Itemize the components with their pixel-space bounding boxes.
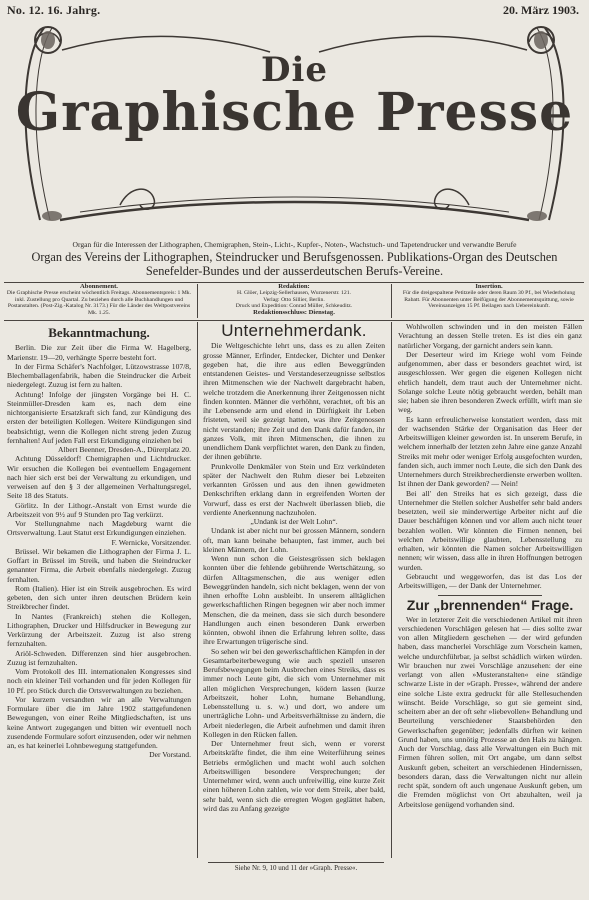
divider bbox=[391, 284, 392, 318]
paragraph: Wohlwollen schwinden und in den meisten Fällen Verachtung an dessen Stelle treten. Es ist dies ein ganz natürlicher Vorgang, der garnicht anders sein kann. bbox=[398, 322, 582, 350]
paragraph: Undank ist aber nicht nur bei grossen Männern, sondern oft, man kann beinahe behaupten, fast immer, auch bei kleinen Männern, der Lohn. bbox=[203, 526, 385, 554]
article-title: Unternehmerdank. bbox=[221, 321, 367, 340]
quote: „Undank ist der Welt Lohn“. bbox=[250, 517, 338, 526]
redaktion-line: Druck und Expedition: Conrad Müller, Schkeuditz. bbox=[235, 303, 353, 310]
abonnement-title: Abonnement. bbox=[80, 283, 118, 290]
redaktion-line: H. Glöer, Leipzig-Sellerhausen, Wurzenerstr. 121. bbox=[237, 290, 351, 297]
section-rule bbox=[438, 595, 542, 596]
signature: F. Wernicke, Vorsitzender. bbox=[111, 537, 191, 547]
purpose-line: Organ für die Interessen der Lithographen, Chemigraphen, Stein-, Licht-, Kupfer-, Noten-, Wachstuch- und Tapetendrucker und verwandte Berufe bbox=[72, 240, 517, 249]
paragraph: Gebraucht und weggeworfen, das ist das Los der Arbeitswilligen, — der Dank der Unternehmer. bbox=[398, 571, 582, 590]
paragraph: Vor Stellungnahme nach Magdeburg warnt die Ortsverwaltung. Laut Statut erst Erkundigungen einziehen. bbox=[7, 519, 191, 538]
masthead-title-die: Die bbox=[260, 50, 329, 90]
paragraph: Rom (Italien). Hier ist ein Streik ausgebrochen. Es wird gebeten, den sich unter ihren deutschen Brüdern kein Streikbrecher findet. bbox=[7, 583, 191, 612]
signature: Der Vorstand. bbox=[149, 750, 191, 760]
paragraph: Berlin. Die zur Zeit über die Firma W. Hagelberg, Marienstr. 19—20, verhängte Sperre besteht fort. bbox=[7, 343, 191, 362]
paragraph: In der Firma Schäfer's Nachfolger, Lützowstrasse 107/8, Blechemballagenfabrik, haben die Steindrucker die Arbeit niedergelegt. Zuzug ist fern zu halten. bbox=[7, 361, 191, 390]
divider bbox=[197, 284, 198, 318]
abonnement-text: Die Graphische Presse erscheint wöchentlich Freitags. Abonnementspreis: 1 Mk. inkl. Zustellung pro Quartal. Zu beziehen durch alle Buchhandlungen und Postanstalten. (Post-Zig.-Katalog Nr. 3173.) Für die Länder des Weltpostvereins Mk. 1.25. bbox=[6, 290, 192, 316]
redaktion-title: Redaktion: bbox=[278, 283, 310, 290]
paragraph: Die Weltgeschichte lehrt uns, dass es zu allen Zeiten grosse Männer, Erfinder, Entdecker, Dichter und Denker gegeben hat, die ihre aus edlen Beweggründen entstandenen Geistes- und Verstandeserzeugnisse selbstlos ihren Mitmenschen wie der Nachwelt dargebracht haben, welche trotzdem die Anerkennung ihrer Zeitgenossen nicht finden konnten. Männer die verhöhnt, verachtet, oft bis an ihr Lebensende arm und elend in Dürftigkeit ihr Leben fristeten, weil sie gezeigt hatten, was ihre Zeitgenossen nicht verstanden; ihre Zeit und den Dank dafür fanden, ihr ganzes Volk, mit ihren Mitmenschen, die ihnen zu unendlichem Dank verpflichtet waren, den Dank zu finden, der ihnen gebührte. bbox=[203, 341, 385, 462]
issue-date: 20. März 1903. bbox=[503, 3, 579, 17]
column-2 bbox=[203, 321, 385, 813]
paragraph: Achtung! Infolge der jüngsten Vorgänge bei H. C. Steinmüller-Dresden kam es, nach dem eine nichtorganisierte Ersatzkraft sich fand, zur Kündigung des ersten der beteiligten Kollegen. Weitere Kündigungen sind beabsichtigt, wenn die Kollegen nicht streng jeden Zuzug fernhalten! Auf jeden Fall erst Erkundigung einziehen bei bbox=[7, 389, 191, 445]
redaktion-schluss: Redaktionsschluss: Dienstag. bbox=[253, 308, 335, 316]
abonnement-box bbox=[6, 284, 192, 318]
paragraph: Görlitz. In der Lithogr.-Anstalt von Ernst wurde die Arbeitszeit von 9½ auf 9 Stunden pro Tag verkürzt. bbox=[7, 500, 191, 519]
paragraph: In Nantes (Frankreich) stehen die Kollegen, Lithographen, Drucker und Hilfsdrucker in Bewegung zur Verkürzung der Arbeitszeit. Zuzug ist also streng fernzuhalten. bbox=[7, 611, 191, 649]
paragraph: Vom Protokoll des III. internationalen Kongresses sind noch ein kleiner Teil vorhanden und für jeden Kollegen für 10 Pf. pro Stück durch die Ortsverwaltungen zu beziehen. bbox=[7, 667, 191, 695]
paragraph: Brüssel. Wir bekamen die Lithographen der Firma J. L. Goffart in Brüssel im Streik, und haben die Steindrucker genannter Firma, die Arbeit ebenfalls niedergelegt. Zuzug fernhalten. bbox=[7, 546, 191, 584]
paragraph: Wer in letzterer Zeit die verschiedenen Artikel mit ihren verschiedenen Vorschlägen gelesen hat — dies sollte zwar von allen Mitgliedern geschehen — der wird gefunden haben, dass mancherlei Vorschläge zum Vorschein kamen, welche undurchführbar, ja selbst schädlich wirken würden. Wir brauchen nur zwei Vorschläge anzusehen: der eine verlangt von allen »Musteranstalten« eine ständige schwarze Liste in der »Graph. Presse«, während der andere eine solche Liste extra gedruckt für alle Stellesuchenden wünscht. Beide Vorschläge, so gut sie gemeint sind, scheitern aber an der oft sehr »liebevollen« Behandlung und Beurteilung verschiedener Staatsbehörden den Gewerkschaften gegenüber; jedenfalls dürften wir keinen Grund haben, uns unnötig Prozesse an den Hals zu hängen. Auch der Vorschlag, dass alle Verwaltungen ein Buch mit Firmen führen sollen, mit Ort angabe, um dann selbst Auskunft geben, scheitert an verschiedenen Hindernissen, besonders daran, dass die Verwaltungen nicht nur allein recht spät, sondern oft auch ungenaue Auskunft geben, um die Fremden möglichst von Ort abzuhalten, weil ja Arbeitslose genügend vorhanden sind. bbox=[398, 614, 582, 809]
paragraph: Der Unternehmer freut sich, wenn er vorerst Arbeitskräfte findet, die ihm eine Weiterführung seines Betriebs ermöglichen und macht wohl auch solchen Arbeitswilligen besondere Versprechungen; der Unternehmer wird, wenn auch unfreiwillig, eine kurze Zeit einen höheren Lohn zahlen, wie vor dem Streik, aber bald, sehr bald, wenn sich die erregten Wogen geglättet haben, wird das zu Anfang gezeigte bbox=[203, 739, 385, 813]
paragraph: Wenn nun schon die Geistesgrössen sich beklagen konnten über die fehlende gebührende Wertschätzung, so dürfen Alltagsmenschen, die aus weniger edlen Beweggründen handeln, sich nicht beklagen, wenn der von ihnen erhoffte Lohn ausbleibt. In unserem alltäglichen gewerkschaftlichen Ringen begegnen wir aber noch immer Menschen, die da meinen, dass sie sich durch besondere Handlungen auch einen besonderen Dank erwerben könnten, obwohl ihnen die Erfahrung lehren sollte, dass ihre Erwartungen trügerische sind. bbox=[203, 554, 385, 647]
footnote: Siehe Nr. 9, 10 und 11 der »Graph. Presse«. bbox=[208, 862, 384, 872]
paragraph: So sehen wir bei den gewerkschaftlichen Kämpfen in der Gesamtarbeiterbewegung wie auch speziell unseren Berufsbewegungen beim Ausbrechen eines Streiks, dass es immer noch Leute gibt, die sich vom Unternehmer mit allen möglichen Versprechungen, ködern lassen (kurze Arbeitszeit, hoher Lohn, humane Behandlung, Lebensstellung u. s. w.) und dort, wo andere um unerträgliche Lohn- und Arbeitsverhältnisse zu ändern, die Arbeit niederlegen, die Arbeit aufnehmen und damit ihren Kollegen in den Rücken fallen. bbox=[203, 646, 385, 739]
paragraph: Bei all' den Streiks hat es sich gezeigt, dass die Unternehmer die Stellen solcher Aushelfer sehr bald anders besetzten, weil sie minderwertige Arbeiter nicht auf die Dauer beschäftigen können und vor allem auch nicht teuer bezahlen wollen. Wir könnten die Firmen nennen, bei welchen Arbeitswillige glaubten, Lebensstellung zu erhalten, wir könnten die Namen solcher Arbeitswilligen nennen; wir wissen, dass alle in ihren Hoffnungen betrogen wurden. bbox=[398, 488, 582, 572]
column-divider bbox=[391, 322, 392, 858]
masthead bbox=[0, 20, 589, 238]
insertion-text: Für die dreigespaltene Petitzeile oder deren Raum 30 Pf., bei Wiederholung Rabatt. Für Abonnenten unter Beifügung der Abonnementsquittung, sowie Vereinsanzeigen 15 Pf. Beilagen nach Uebereinkunft. bbox=[402, 290, 576, 310]
paragraph: Vor kurzem versandten wir an alle Verwaltungen Formulare über die im Jahre 1902 stattgefundenen Bewegungen, von einer Reihe Mitgliedschaften, ist uns keine Antwort zugegangen und bitten wir eventuell noch zusendende Formulare sofort einzusenden, oder wir nehmen an, es hat keinerlei Lohnbewegung stattgefunden. bbox=[7, 694, 191, 750]
signature: Albert Beenner, Dresden-A., Dürerplatz 20. bbox=[58, 445, 191, 454]
column-1 bbox=[7, 324, 191, 760]
insertion-box bbox=[395, 284, 583, 318]
paragraph: Prunkvolle Denkmäler von Stein und Erz verkündeten später der Nachwelt den Ruhm dieser bei Lebzeiten verkannten Grössen und aus den ihnen gewidmeten Denkschriften erklang dann in ergreifenden Worten der Vorwurf, dass es erst der Nachwelt überlassen blieb, die verdiente Anerkennung nachzuholen. bbox=[203, 461, 385, 517]
redaktion-box bbox=[200, 284, 388, 318]
organ-line: Organ des Vereins der Lithographen, Steindrucker und Berufsgenossen. Publikations-Organ des Deutschen Senefelder-Bundes und der ausserdeutschen Berufs-Vereine. bbox=[31, 250, 558, 278]
bekanntmachung-heading: Bekanntmachung. bbox=[48, 325, 150, 340]
article-title-2: Zur „brennenden“ Frage. bbox=[406, 597, 574, 614]
column-3 bbox=[398, 322, 582, 809]
insertion-title: Insertion. bbox=[475, 283, 503, 290]
masthead-title-main: Graphische Presse bbox=[15, 82, 574, 143]
redaktion-line: Verlag: Otto Sillier, Berlin. bbox=[263, 296, 325, 303]
issue-number: No. 12. 16. Jahrg. bbox=[7, 3, 101, 17]
paragraph: Ariöl-Schweden. Differenzen sind hier ausgebrochen. Zuzug ist fernzuhalten. bbox=[7, 648, 191, 667]
paragraph: Achtung Düsseldorf! Chemigraphen und Lichtdrucker. Wir ersuchen die Kollegen bei eventuellem Engagement nach hier sich erst bei der Verwaltung zu erkundigen, und verweisen auf den § 3 der allgemeinen Verhaltungsregel, Seite 18 des Statuts. bbox=[7, 454, 191, 501]
paragraph: Es kann erfreulicherweise konstatiert werden, dass mit der wachsenden Stärke der Organisation das Heer der Arbeitswilligen kleiner geworden ist. In unserem Berufe, in welchem innerhalb der letzten zehn Jahre eine ganze Anzahl Streiks mit mehr oder weniger Erfolg ausgefochten wurden, fanden sich, auch immer noch Leute, die sich den Dank des Unternehmers durch Streikbrecherdienste erwerben wollten. Ist ihnen der Dank geworden? — Nein! bbox=[398, 414, 582, 489]
column-divider bbox=[197, 322, 198, 858]
paragraph: Der Deserteur wird im Kriege wohl vom Feinde aufgenommen, aber dass er besonders geachtet wird, ist ausgeschlossen. Wer gegen die eigenen Kollegen nicht ehrlich handelt, dem traut auch der Unternehmer nicht. Solange solche Leute nötig gebraucht werden, behält man sie; haben sie ihren besonderen Zweck erfüllt, wirft man sie weg. bbox=[398, 349, 582, 415]
